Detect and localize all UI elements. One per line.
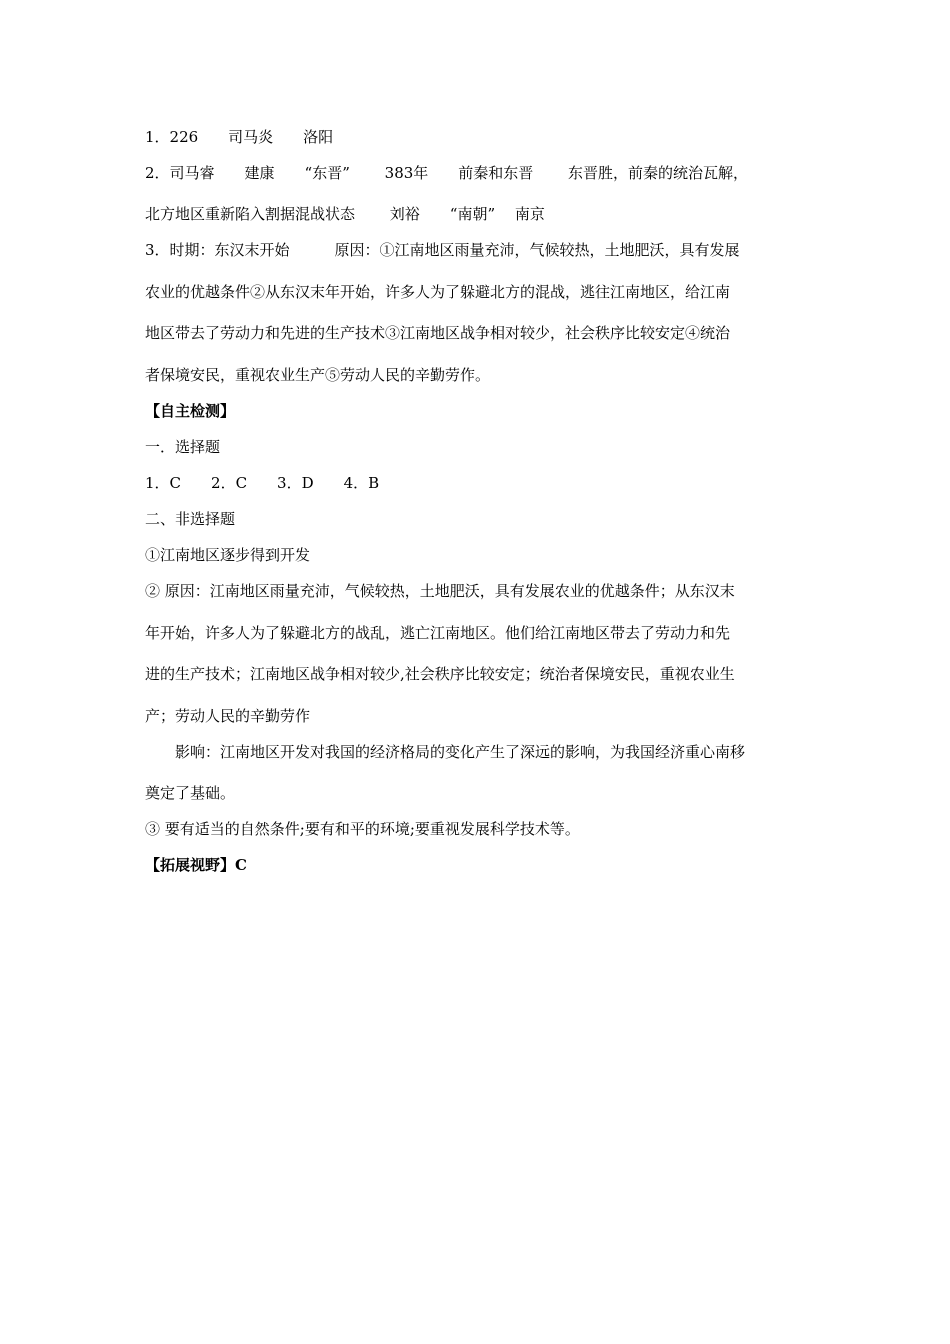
answer-1: ①江南地区逐步得到开发 [145, 546, 311, 564]
answer-q2-line2: 北方地区重新陷入割据混战状态 刘裕 “南朝” 南京 [145, 205, 545, 223]
impact-line2: 奠定了基础。 [145, 784, 236, 802]
answer-2-line1: ② 原因：江南地区雨量充沛，气候较热，土地肥沃，具有发展农业的优越条件；从东汉末 [145, 582, 735, 600]
choice-answers: 1．C 2．C 3．D 4．B [145, 474, 380, 492]
impact-line1: 影响：江南地区开发对我国的经济格局的变化产生了深远的影响，为我国经济重心南移 [175, 743, 746, 761]
answer-q3-line3: 地区带去了劳动力和先进的生产技术③江南地区战争相对较少，社会秩序比较安定④统治 [145, 324, 731, 342]
answer-q3-line4: 者保境安民，重视农业生产⑤劳动人民的辛勤劳作。 [145, 366, 491, 384]
answer-q3-line2: 农业的优越条件②从东汉末年开始，许多人为了躲避北方的混战，逃往江南地区，给江南 [145, 283, 731, 301]
answer-2-line2: 年开始，许多人为了躲避北方的战乱，逃亡江南地区。他们给江南地区带去了劳动力和先 [145, 624, 731, 642]
answer-3: ③ 要有适当的自然条件;要有和平的环境;要重视发展科学技术等。 [145, 820, 580, 838]
extension-heading: 【拓展视野】C [145, 856, 247, 874]
choice-title: 一．选择题 [145, 438, 221, 456]
answer-q1: 1．226 司马炎 洛阳 [145, 128, 334, 146]
self-check-heading: 【自主检测】 [145, 402, 236, 420]
nonchoice-title: 二、非选择题 [145, 510, 236, 528]
answer-q3-line1: 3．时期：东汉末开始 原因：①江南地区雨量充沛，气候较热，土地肥沃，具有发展 [145, 241, 740, 259]
answer-q2-line1: 2．司马睿 建康 “东晋” 383年 前秦和东晋 东晋胜，前秦的统治瓦解， [145, 164, 749, 182]
answer-2-line3: 进的生产技术；江南地区战争相对较少,社会秩序比较安定；统治者保境安民，重视农业生 [145, 665, 735, 683]
answer-2-line4: 产；劳动人民的辛勤劳作 [145, 707, 311, 725]
